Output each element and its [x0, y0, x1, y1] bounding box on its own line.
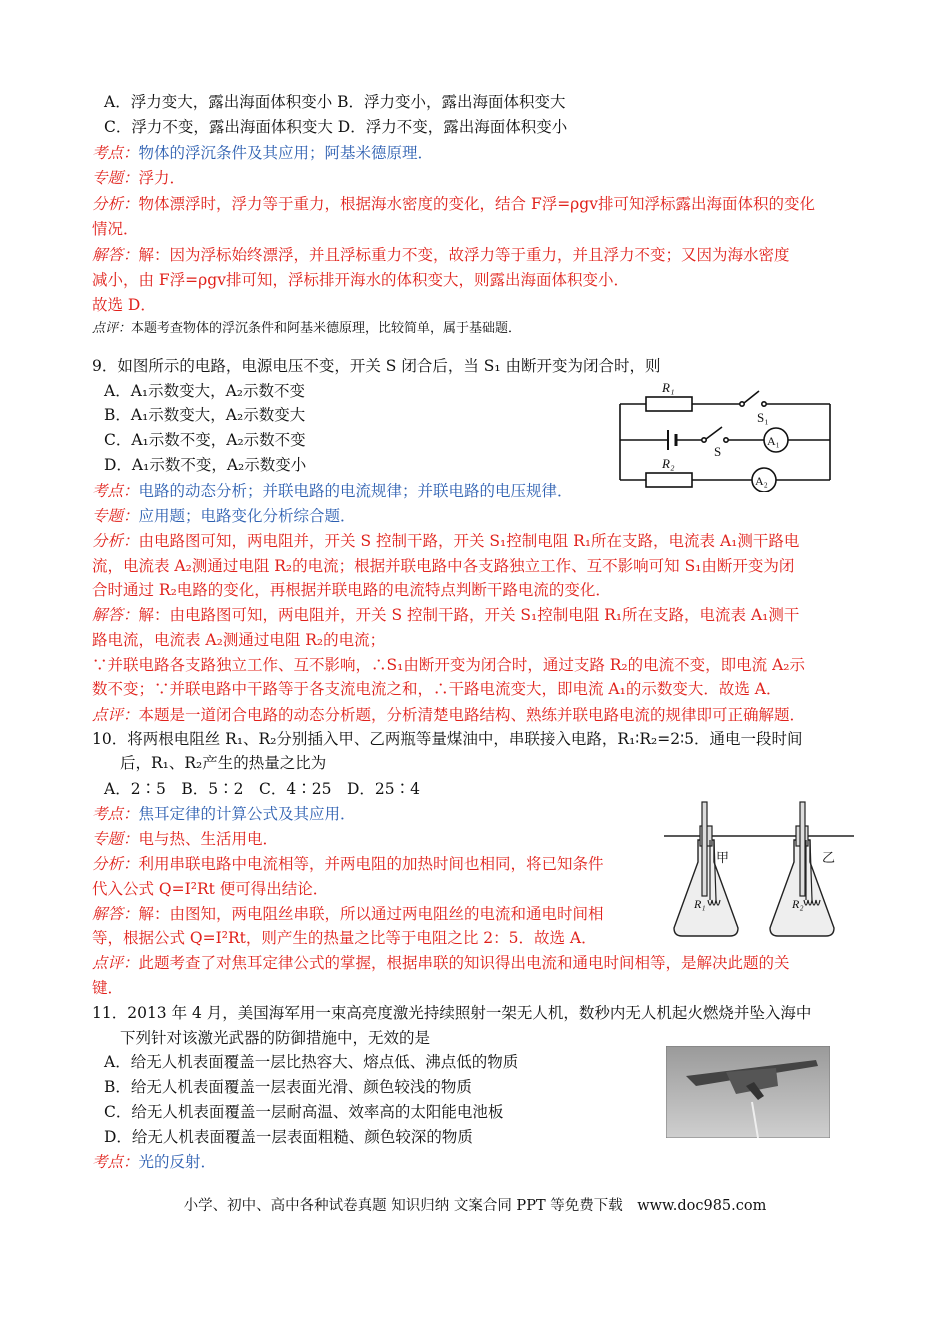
q9-fig-label-s: S	[714, 444, 722, 459]
q9-jieda-2: 路电流，电流表 A₂测通过电阻 R₂的电流；	[92, 631, 386, 649]
q9-jieda-3: ∵并联电路各支路独立工作、互不影响，∴S₁由断开变为闭合时，通过支路 R₂的电流不变，即电流 A₂示	[92, 656, 805, 674]
q8-option-ab: A．浮力变大，露出海面体积变小 B．浮力变小，露出海面体积变大	[104, 93, 566, 111]
q9-jieda-1: 解答：解：由电路图可知，两电阻并，开关 S 控制干路，开关 S₁控制电阻 R₁所在支路，电流表 A₁测干	[92, 606, 800, 624]
q9-fenxi-1: 分析：由电路图可知，两电阻并，开关 S 控制干路，开关 S₁控制电阻 R₁所在支路，电流表 A₁测干路电	[92, 532, 800, 550]
q11-option-a: A．给无人机表面覆盖一层比热容大、熔点低、沸点低的物质	[104, 1053, 519, 1071]
q8-jieda-3: 故选 D．	[92, 296, 156, 314]
q10-zhuanti: 专题：电与热、生活用电．	[92, 830, 279, 848]
q10-kaodian: 考点：焦耳定律的计算公式及其应用．	[92, 805, 356, 823]
q10-fenxi-1: 分析：利用串联电路中电流相等，并两电阻的加热时间也相同，将已知条件	[92, 855, 604, 873]
q9-dianping: 点评：本题是一道闭合电路的动态分析题，分析清楚电路结构、熟练并联电路电流的规律即可正确解题．	[92, 706, 806, 724]
q9-option-a: A．A₁示数变大，A₂示数不变	[104, 382, 306, 400]
q10-stem-1: 10．将两根电阻丝 R₁、R₂分别插入甲、乙两瓶等量煤油中，串联接入电路，R₁∶R₂=2∶5．通电一段时间	[92, 730, 803, 748]
q11-stem-2: 下列针对该激光武器的防御措施中，无效的是	[120, 1029, 431, 1047]
q10-dianping-1: 点评：此题考查了对焦耳定律公式的掌握，根据串联的知识得出电流和通电时间相等，是解决此题的关	[92, 954, 790, 972]
q10-fig-label-r2: R₂	[792, 897, 804, 911]
q9-kaodian: 考点：电路的动态分析；并联电路的电流规律；并联电路的电压规律．	[92, 482, 573, 500]
q11-drone-photo	[666, 1046, 830, 1138]
q9-circuit-diagram	[614, 378, 838, 492]
q9-fig-label-r2: R₂	[662, 456, 675, 471]
q8-jieda-2: 减小，由 F浮=ρgv排可知，浮标排开海水的体积变大，则露出海面体积变小．	[92, 271, 629, 289]
q10-fig-label-jia: 甲	[716, 850, 730, 865]
q10-jieda-2: 等，根据公式 Q=I²Rt，则产生的热量之比等于电阻之比 2：5．故选 A．	[92, 929, 597, 947]
q10-fig-label-yi: 乙	[822, 850, 836, 865]
q8-kaodian: 考点：物体的浮沉条件及其应用；阿基米德原理．	[92, 144, 434, 162]
q9-fenxi-3: 合时通过 R₂电路的变化，再根据并联电路的电流特点判断干路电流的变化．	[92, 581, 611, 599]
q8-zhuanti: 专题：浮力．	[92, 169, 186, 187]
q9-fig-label-r1: R₁	[662, 380, 675, 395]
q11-kaodian: 考点：光的反射．	[92, 1153, 217, 1171]
page-footer: 小学、初中、高中各种试卷真题 知识归纳 文案合同 PPT 等免费下载 www.doc985.com	[183, 1198, 767, 1214]
q8-fenxi-2: 情况．	[92, 220, 139, 238]
q9-fig-label-a2: A₂	[755, 474, 768, 488]
q10-stem-2: 后，R₁、R₂产生的热量之比为	[120, 754, 327, 772]
q10-flask-diagram	[664, 800, 854, 942]
q9-option-c: C．A₁示数不变，A₂示数不变	[104, 431, 306, 449]
q10-dianping-2: 键．	[92, 979, 124, 997]
q8-dianping: 点评：本题考查物体的浮沉条件和阿基米德原理，比较简单，属于基础题．	[92, 321, 522, 336]
q9-fig-label-a1: A₁	[767, 434, 780, 448]
q8-jieda-1: 解答：解：因为浮标始终漂浮，并且浮标重力不变，故浮力等于重力，并且浮力不变；又因为海水密度	[92, 246, 790, 264]
q9-stem: 9．如图所示的电路，电源电压不变，开关 S 闭合后，当 S₁ 由断开变为闭合时，则	[92, 357, 661, 375]
q10-jieda-1: 解答：解：由图知，两电阻丝串联，所以通过两电阻丝的电流和通电时间相	[92, 905, 604, 923]
q9-jieda-4: 数不变；∵并联电路中干路等于各支流电流之和，∴干路电流变大，即电流 A₁的示数变大．故选 A．	[92, 680, 782, 698]
q10-fig-label-r1: R₁	[694, 897, 706, 911]
q10-options: A．2∶5 B．5∶2 C．4∶25 D．25∶4	[104, 780, 420, 798]
q8-option-cd: C．浮力不变，露出海面体积变大 D．浮力不变，露出海面体积变小	[104, 118, 568, 136]
q10-fenxi-2: 代入公式 Q=I²Rt 便可得出结论．	[92, 880, 329, 898]
q9-zhuanti: 专题：应用题；电路变化分析综合题．	[92, 507, 356, 525]
q11-option-d: D．给无人机表面覆盖一层表面粗糙、颜色较深的物质	[104, 1128, 473, 1146]
q8-fenxi-1: 分析：物体漂浮时，浮力等于重力，根据海水密度的变化，结合 F浮=ρgv排可知浮标露出海面体积的变化	[92, 195, 815, 213]
q9-option-b: B．A₁示数变大，A₂示数变大	[104, 406, 306, 424]
q9-option-d: D．A₁示数不变，A₂示数变小	[104, 456, 307, 474]
q11-option-b: B．给无人机表面覆盖一层表面光滑、颜色较浅的物质	[104, 1078, 472, 1096]
q11-option-c: C．给无人机表面覆盖一层耐高温、效率高的太阳能电池板	[104, 1103, 504, 1121]
q9-fenxi-2: 流，电流表 A₂测通过电阻 R₂的电流；根据并联电路中各支路独立工作、互不影响可知 S₁由断开变为闭	[92, 557, 795, 575]
q9-fig-label-s1: S₁	[757, 410, 769, 425]
q11-stem-1: 11．2013 年 4 月，美国海军用一束高亮度激光持续照射一架无人机，数秒内无人机起火燃烧并坠入海中	[92, 1004, 812, 1022]
